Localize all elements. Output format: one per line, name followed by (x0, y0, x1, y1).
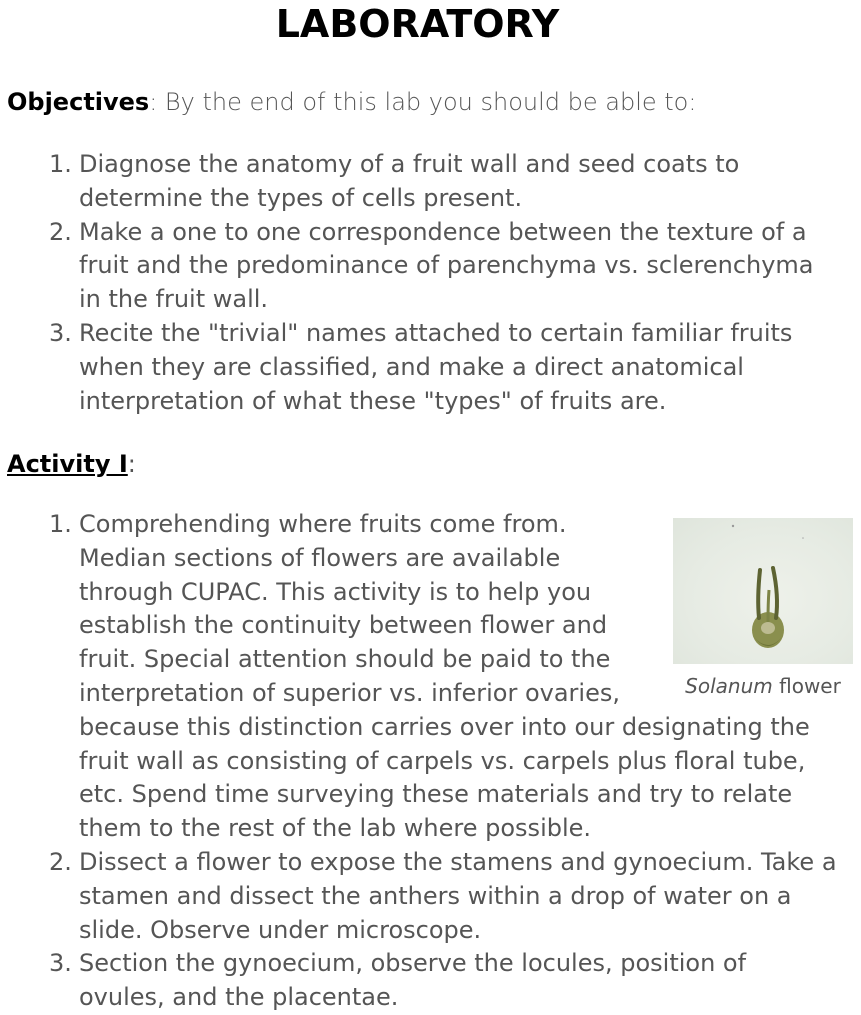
list-item (49, 947, 839, 1015)
objectives-label: Objectives (7, 88, 150, 116)
activity-suffix: : (127, 450, 136, 478)
list-item (49, 508, 839, 846)
list-item-number: 3. (49, 318, 72, 347)
list-item-text: Make a one to one correspondence between the texture of a fruit and the predominance of parenchyma vs. sclerenchyma in the fruit wall. (79, 217, 814, 314)
objectives-list (49, 148, 839, 418)
list-item-number: 2. (49, 217, 72, 246)
activity-label: Activity I (7, 450, 128, 478)
list-item-number: 1. (49, 150, 72, 178)
list-item-text: Dissect a flower to expose the stamens and gynoecium. Take a stamen and dissect the anthers within a drop of water on a slide. Observe under microscope. (79, 847, 837, 944)
list-item (49, 317, 839, 418)
list-item-number: 2. (49, 847, 72, 876)
objectives-intro: : By the end of this lab you should be able to: (149, 88, 697, 116)
activity-heading (7, 448, 136, 480)
solanum-flower-image (673, 518, 853, 664)
caption-genus: Solanum (685, 674, 773, 698)
flower-stamen-right (773, 568, 777, 618)
flower-style (768, 590, 769, 622)
flower-stamen-left (758, 570, 760, 618)
list-item-number: 1. (49, 510, 72, 538)
list-item (49, 846, 839, 947)
debris-dot (732, 525, 734, 527)
activity-list (49, 508, 839, 1015)
solanum-figure (661, 508, 861, 704)
flower-ovary (761, 622, 775, 634)
list-item-text: Diagnose the anatomy of a fruit wall and seed coats to determine the types of cells present. (79, 150, 740, 212)
list-item-text: Recite the "trivial" names attached to certain familiar fruits when they are classified, and make a direct anatomical interpretation of what these "types" of fruits are. (79, 318, 793, 415)
flower-illustration (673, 518, 853, 664)
figure-caption (673, 672, 853, 700)
list-item (49, 148, 839, 216)
page-title: LABORATORY (275, 2, 560, 46)
objectives-heading (7, 86, 696, 118)
list-item-text: Comprehending where fruits come from. Median sections of flowers are available through CUPAC. This activity is to help you establish the continuity between flower and fruit. Special attention should be paid to the interpretation of superior vs. inferior ovaries, because this distinction carries over into our designating the fruit wall as consisting of carpels vs. carpels plus floral tube, etc. Spend time surveying these materials and try to relate them to the rest of the lab where possible. (79, 510, 810, 843)
list-item-text: Section the gynoecium, observe the locules, position of ovules, and the placentae. (79, 949, 747, 1012)
list-item (49, 216, 839, 317)
caption-rest: flower (772, 674, 841, 698)
debris-dot (802, 537, 804, 539)
list-item-number: 3. (49, 949, 72, 978)
